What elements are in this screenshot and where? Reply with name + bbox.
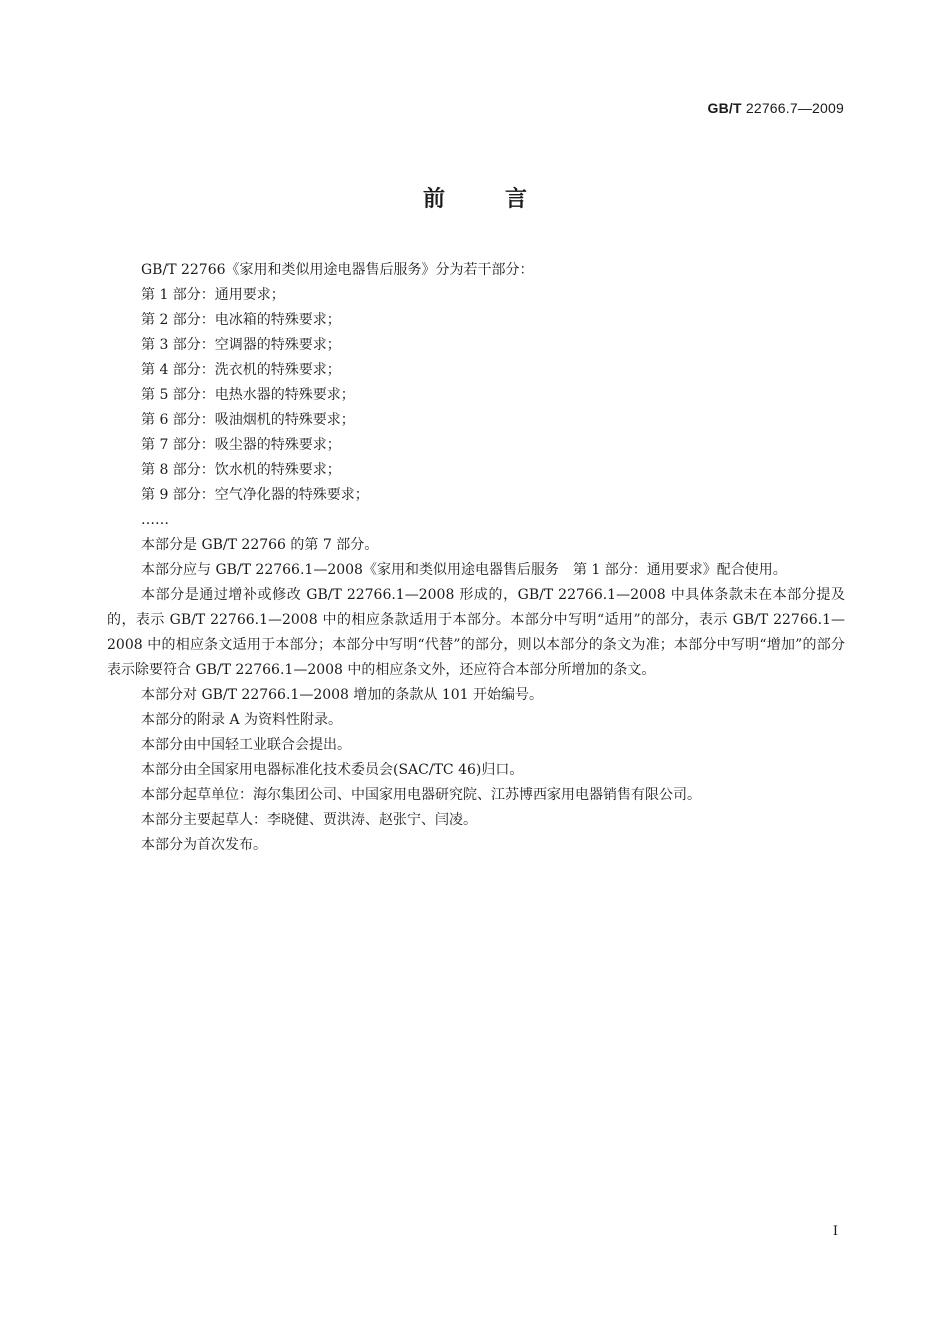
paragraph: 本部分的附录 A 为资料性附录。 bbox=[141, 712, 343, 728]
paragraph: 本部分是 GB/T 22766 的第 7 部分。 bbox=[141, 537, 379, 553]
part-item: 第 3 部分：空调器的特殊要求； bbox=[141, 337, 341, 353]
part-item: 第 6 部分：吸油烟机的特殊要求； bbox=[141, 412, 355, 428]
paragraph: 本部分起草单位：海尔集团公司、中国家用电器研究院、江苏博西家用电器销售有限公司。 bbox=[141, 787, 701, 803]
part-item: 第 2 部分：电冰箱的特殊要求； bbox=[141, 312, 341, 328]
standard-code-number: 22766.7—2009 bbox=[745, 100, 844, 116]
paragraph: 本部分由全国家用电器标准化技术委员会(SAC/TC 46)归口。 bbox=[141, 762, 524, 778]
page-title: 前言 bbox=[422, 187, 587, 212]
paragraph: 本部分为首次发布。 bbox=[141, 837, 267, 853]
intro-line: GB/T 22766《家用和类似用途电器售后服务》分为若干部分： bbox=[141, 262, 534, 278]
paragraph: 本部分由中国轻工业联合会提出。 bbox=[141, 737, 351, 753]
standard-code-prefix: GB/T bbox=[707, 100, 742, 116]
paragraph: 本部分应与 GB/T 22766.1—2008《家用和类似用途电器售后服务 第 1 部分：通用要求》配合使用。 bbox=[141, 562, 787, 578]
paragraph: 本部分对 GB/T 22766.1—2008 增加的条款从 101 开始编号。 bbox=[141, 687, 544, 703]
part-item: 第 5 部分：电热水器的特殊要求； bbox=[141, 387, 355, 403]
part-item: 第 9 部分：空气净化器的特殊要求； bbox=[141, 487, 369, 503]
page-number: I bbox=[832, 1224, 838, 1239]
part-item: 第 4 部分：洗衣机的特殊要求； bbox=[141, 362, 341, 378]
standard-code bbox=[708, 100, 845, 116]
part-item: 第 8 部分：饮水机的特殊要求； bbox=[141, 462, 341, 478]
paragraph: 本部分是通过增补或修改 GB/T 22766.1—2008 形成的，GB/T 22766.1—2008 中具体条款未在本部分提及的，表示 GB/T 22766.1—2008 中的相应条款适用于本部分。本部分中写明“适用”的部分，表示 GB/T 22766.1—2008 中的相应条文适用于本部分；本部分中写明“代替”的部分，则以本部分的条文为准；本部分中写明“增加”的部分表示除要符合 GB/T 22766.1—2008 中的相应条文外，还应符合本部分所增加的条文。 bbox=[107, 587, 845, 678]
part-item: 第 1 部分：通用要求； bbox=[141, 287, 285, 303]
ellipsis: …… bbox=[141, 512, 169, 528]
paragraph: 本部分主要起草人：李晓健、贾洪涛、赵张宁、闫凌。 bbox=[141, 812, 477, 828]
part-item: 第 7 部分：吸尘器的特殊要求； bbox=[141, 437, 341, 453]
foreword-body bbox=[107, 258, 845, 858]
